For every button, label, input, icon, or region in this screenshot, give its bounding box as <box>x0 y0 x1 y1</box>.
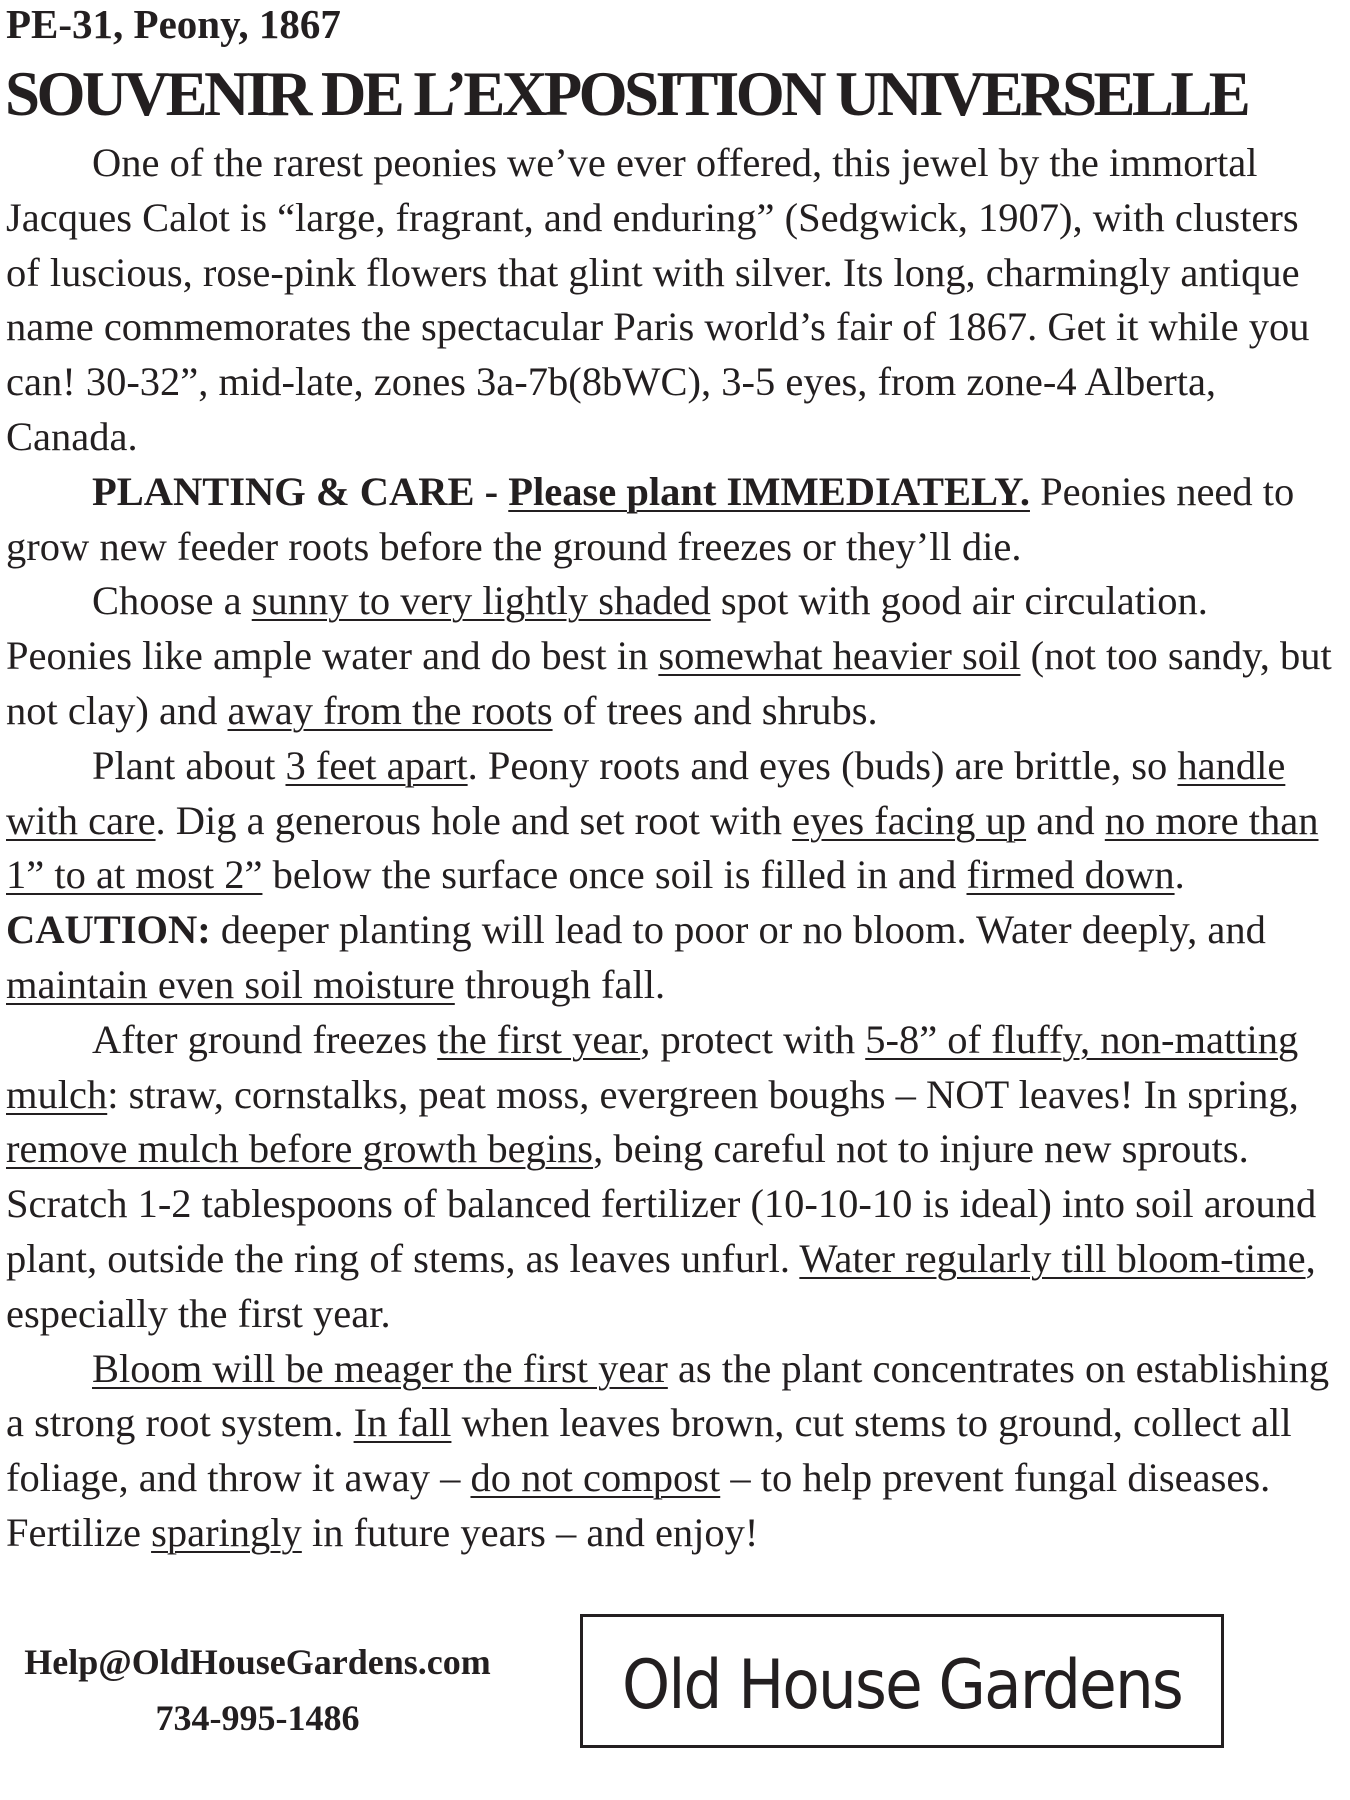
contact-phone[interactable]: 734-995-1486 <box>155 1698 360 1738</box>
mulch-text: , being careful not to injure new sprouts. Scratch 1-2 tablespoons of balanced fertilizer (10-10-10 is ideal) into soil around plant, outside the ring of stems, as leaves unfurl. <box>6 1126 1317 1281</box>
mulch-text: , especially the first year. <box>6 1235 1316 1336</box>
plant-emphasis: maintain even soil moisture <box>6 961 455 1007</box>
bloom-emphasis: Bloom will be meager the first year <box>92 1345 668 1391</box>
site-emphasis: sunny to very lightly shaded <box>251 578 711 624</box>
bloom-emphasis: do not compost <box>470 1455 721 1501</box>
site-emphasis: away from the roots <box>227 687 553 733</box>
site-text: (not too sandy, but not clay) and <box>6 633 1332 733</box>
description-text: One of the rarest peonies we’ve ever offered, this jewel by the immortal Jacques Calot is “large, fragrant, and enduring” (Sedgwick, 1907), with clusters of luscious, rose-pink flowers that glint with silver. Its long, charmingly antique name commemorates the spectacular Paris world’s fair of 1867. Get it while you can! 30-32”, mid-late, zones 3a-7b(8bWC), 3-5 eyes, from zone-4 Alberta, Canada. <box>6 140 1310 459</box>
site-paragraph <box>6 574 1336 738</box>
bloom-paragraph <box>6 1342 1336 1561</box>
description-paragraph <box>6 136 1336 465</box>
site-text: of trees and shrubs. <box>552 687 878 733</box>
brand-logo-wordmark <box>607 1626 1197 1736</box>
plant-text: . <box>1174 852 1185 898</box>
variety-title: SOUVENIR DE L’EXPOSITION UNIVERSELLE <box>5 59 1248 129</box>
mulch-emphasis: Water regularly till bloom-time <box>799 1235 1306 1281</box>
plant-emphasis: firmed down <box>966 852 1175 898</box>
plant-text: below the surface once soil is filled in and <box>262 852 967 898</box>
plant-text: through fall. <box>454 961 666 1007</box>
plant-text: Plant about <box>92 742 286 788</box>
plant-text: . Peony roots and eyes (buds) are brittle, so <box>467 742 1178 788</box>
site-emphasis: somewhat heavier soil <box>658 633 1021 679</box>
plant-emphasis: no more than 1” to at most 2” <box>6 797 1319 898</box>
bloom-text: as the plant concentrates on establishing a strong root system. <box>6 1345 1330 1446</box>
planting-paragraph <box>6 465 1336 575</box>
variety-code: PE-31, Peony, 1867 <box>6 1 341 47</box>
planting-heading: PLANTING & CARE <box>92 468 475 514</box>
urgent-notice: Please plant IMMEDIATELY. <box>508 468 1030 514</box>
contact-block <box>0 1634 515 1746</box>
plant-emphasis: eyes facing up <box>792 797 1027 843</box>
bloom-emphasis: sparingly <box>151 1509 302 1555</box>
bloom-text: when leaves brown, cut stems to ground, collect all foliage, and throw it away – <box>6 1400 1292 1501</box>
bloom-emphasis: In fall <box>353 1400 452 1446</box>
plant-emphasis: handle with care <box>6 742 1286 843</box>
instructions-body <box>6 136 1336 1561</box>
brand-logo <box>580 1614 1224 1748</box>
site-text: spot with good air circulation. Peonies like ample water and do best in <box>6 578 1208 679</box>
mulch-text: , protect with <box>640 1016 866 1062</box>
mulch-text: : straw, cornstalks, peat moss, evergreen boughs – NOT leaves! In spring, <box>107 1071 1299 1117</box>
contact-email[interactable]: Help@OldHouseGardens.com <box>24 1642 491 1682</box>
plant-text: and <box>1026 797 1105 843</box>
mulch-emphasis: remove mulch before growth begins <box>6 1126 594 1172</box>
plant-text: . Dig a generous hole and set root with <box>155 797 793 843</box>
plant-text: deeper planting will lead to poor or no bloom. Water deeply, and <box>210 907 1266 953</box>
bloom-text: in future years – and enjoy! <box>301 1509 759 1555</box>
plant-paragraph <box>6 739 1336 1013</box>
mulch-emphasis: the first year <box>437 1016 641 1062</box>
brand-logo-text: Old House Gardens <box>622 1646 1182 1725</box>
site-text: Choose a <box>92 578 252 624</box>
planting-text: Peonies need to grow new feeder roots before the ground freezes or they’ll die. <box>6 468 1295 569</box>
bloom-text: – to help prevent fungal diseases. Fertilize <box>6 1455 1271 1555</box>
mulch-text: After ground freezes <box>92 1016 438 1062</box>
planting-dash: - <box>474 468 509 514</box>
mulch-paragraph <box>6 1013 1336 1342</box>
mulch-emphasis: 5-8” of fluffy, non-matting mulch <box>6 1016 1299 1117</box>
caution-label: CAUTION: <box>6 907 211 953</box>
plant-emphasis: 3 feet apart <box>285 742 468 788</box>
